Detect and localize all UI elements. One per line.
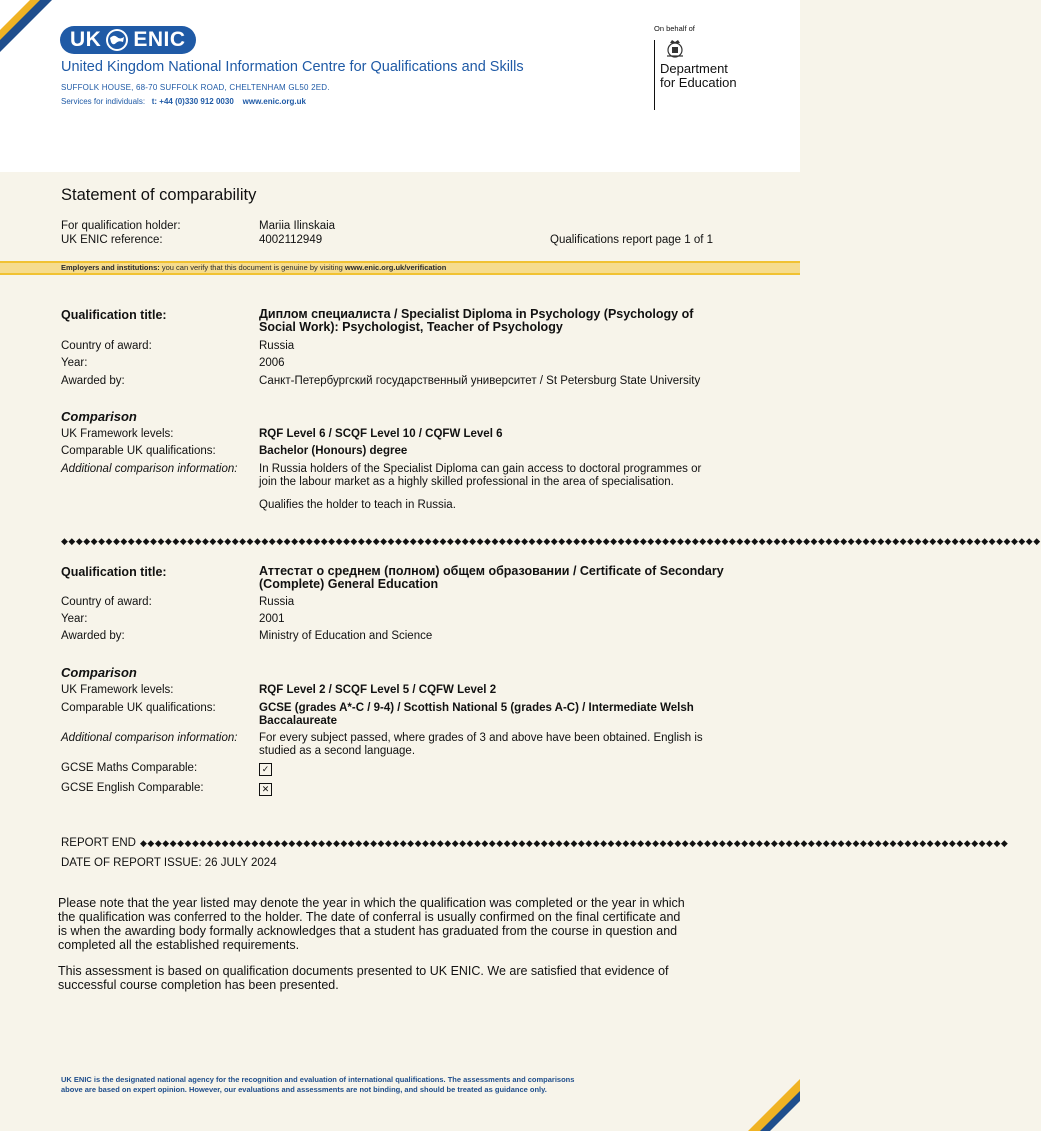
section-divider: ◆◆◆◆◆◆◆◆◆◆◆◆◆◆◆◆◆◆◆◆◆◆◆◆◆◆◆◆◆◆◆◆◆◆◆◆◆◆◆◆◆◆◆◆◆◆◆◆◆◆◆◆◆◆◆◆◆◆◆◆◆◆◆◆◆◆◆◆◆◆◆◆◆◆◆◆◆◆◆◆◆◆◆◆◆◆◆◆◆◆◆◆◆◆◆◆◆◆◆◆◆◆◆◆◆◆◆◆◆◆◆◆◆◆◆◆◆◆◆◆◆◆◆◆◆◆◆◆◆◆◆◆	[61, 536, 1041, 546]
page-title: Statement of comparability	[61, 186, 257, 204]
holder-label: For qualification holder:	[61, 220, 181, 232]
report-end-divider: ◆◆◆◆◆◆◆◆◆◆◆◆◆◆◆◆◆◆◆◆◆◆◆◆◆◆◆◆◆◆◆◆◆◆◆◆◆◆◆◆◆◆◆◆◆◆◆◆◆◆◆◆◆◆◆◆◆◆◆◆◆◆◆◆◆◆◆◆◆◆◆◆◆◆◆◆◆◆◆◆◆◆◆◆◆◆◆◆◆◆◆◆◆◆◆◆◆◆◆◆◆◆◆◆◆◆◆◆◆◆◆◆◆◆◆◆◆	[140, 838, 1009, 848]
note-2-line2: successful course completion has been presented.	[58, 978, 339, 992]
dfe-name-line2: for Education	[660, 75, 737, 90]
q2-title-line1: Аттестат о среднем (полном) общем образовании / Certificate of Secondary	[259, 564, 724, 578]
q2-year: 2001	[259, 613, 285, 625]
org-contact	[61, 97, 306, 106]
q1-country: Russia	[259, 340, 295, 352]
reference-value: 4002112949	[259, 234, 323, 246]
website-link[interactable]: www.enic.org.uk	[242, 97, 306, 106]
q1-title-line1: Диплом специалиста / Specialist Diploma in Psychology (Psychology of	[259, 307, 694, 321]
dfe-name-line1: Department	[660, 61, 728, 76]
note-paragraph-1	[58, 896, 734, 952]
q1-title-line2: Social Work): Psychologist, Teacher of Psychology	[259, 320, 563, 334]
on-behalf-label: On behalf of	[654, 24, 695, 33]
footer-disclaimer	[61, 1075, 741, 1095]
q1-additional-extra: Qualifies the holder to teach in Russia.	[259, 499, 456, 511]
globe-icon	[105, 28, 129, 52]
q2-awarded-label: Awarded by:	[61, 630, 125, 642]
q2-framework: RQF Level 2 / SCQF Level 5 / CQFW Level 2	[259, 684, 497, 696]
logo-text-uk: UK	[70, 28, 102, 51]
q1-additional-line1: In Russia holders of the Specialist Diploma can gain access to doctoral programmes or	[259, 463, 702, 475]
q2-additional-line1: For every subject passed, where grades of 3 and above have been obtained. English is	[259, 732, 703, 744]
org-name: United Kingdom National Information Centre for Qualifications and Skills	[61, 59, 524, 75]
note-2-line1: This assessment is based on qualification documents presented to UK ENIC. We are satisfied that evidence of	[58, 964, 669, 978]
q1-additional	[259, 463, 701, 489]
footer-line1: UK ENIC is the designated national agency for the recognition and evaluation of international qualifications. The assessments and comparisons	[61, 1075, 575, 1084]
holder-value: Mariia Ilinskaia	[259, 220, 336, 232]
report-end-label: REPORT END	[61, 837, 136, 849]
uk-enic-logo	[60, 26, 196, 54]
dfe-name	[660, 62, 770, 90]
footer-line2: above are based on expert opinion. However, our evaluations and assessments are not binding, and should be treated as guidance only.	[61, 1085, 547, 1094]
org-address: SUFFOLK HOUSE, 68-70 SUFFOLK ROAD, CHELTENHAM GL50 2ED.	[61, 83, 330, 92]
q1-comparison-heading: Comparison	[61, 409, 137, 424]
gcse-maths-label: GCSE Maths Comparable:	[61, 762, 198, 774]
q1-awarded-label: Awarded by:	[61, 375, 125, 387]
verification-url[interactable]: www.enic.org.uk/verification	[344, 263, 447, 272]
q2-comparable-line1: GCSE (grades A*-C / 9-4) / Scottish National 5 (grades A-C) / Intermediate Welsh	[259, 702, 694, 714]
note-1-line3: is when the awarding body formally acknowledges that a student has graduated from the course in question and	[58, 924, 678, 938]
royal-crest-icon	[664, 38, 686, 60]
q2-title-line2: (Complete) General Education	[259, 577, 439, 591]
q2-year-label: Year:	[61, 613, 88, 625]
q1-additional-label: Additional comparison information:	[61, 463, 238, 475]
q2-comparison-heading: Comparison	[61, 665, 137, 680]
dfe-divider	[654, 40, 655, 110]
q1-awarded-by: Санкт-Петербургский государственный университет / St Petersburg State University	[259, 375, 701, 387]
phone-number: t: +44 (0)330 912 0030	[151, 97, 234, 106]
report-issue-date: DATE OF REPORT ISSUE: 26 JULY 2024	[61, 857, 277, 869]
gcse-english-checkbox: ✕	[259, 783, 272, 796]
note-1-line4: completed all the established requirements.	[58, 938, 300, 952]
q1-additional-line2: join the labour market as a highly skilled professional in the area of specialisation.	[259, 476, 674, 488]
q2-comparable-line2: Baccalaureate	[259, 715, 337, 727]
q1-title	[259, 308, 693, 334]
q1-year: 2006	[259, 357, 285, 369]
q1-comparable-label: Comparable UK qualifications:	[61, 445, 216, 457]
corner-decoration-top-left-core	[0, 0, 30, 30]
q1-comparable: Bachelor (Honours) degree	[259, 445, 408, 457]
q2-country: Russia	[259, 596, 295, 608]
q2-additional	[259, 732, 703, 758]
q1-title-label: Qualification title:	[61, 308, 167, 322]
q2-awarded-by: Ministry of Education and Science	[259, 630, 433, 642]
note-1-line2: the qualification was conferred to the holder. The date of conferral is usually confirmed on the final certificate and	[58, 910, 681, 924]
services-label: Services for individuals:	[61, 97, 146, 106]
q2-title	[259, 565, 724, 591]
q2-country-label: Country of award:	[61, 596, 152, 608]
note-1-line1: Please note that the year listed may denote the year in which the qualification was completed or the year in which	[58, 896, 685, 910]
q2-comparable-label: Comparable UK qualifications:	[61, 702, 216, 714]
q2-comparable	[259, 702, 694, 728]
logo-text-enic: ENIC	[133, 28, 186, 51]
corner-decoration-bottom-right-core	[770, 1101, 800, 1131]
q2-additional-line2: studied as a second language.	[259, 745, 416, 757]
verification-lead: Employers and institutions:	[61, 263, 160, 272]
page-info: Qualifications report page 1 of 1	[550, 234, 714, 246]
verification-text	[61, 263, 446, 272]
q2-title-label: Qualification title:	[61, 565, 167, 579]
q1-country-label: Country of award:	[61, 340, 152, 352]
gcse-maths-checkbox: ✓	[259, 763, 272, 776]
gcse-english-label: GCSE English Comparable:	[61, 782, 204, 794]
q1-year-label: Year:	[61, 357, 88, 369]
q2-framework-label: UK Framework levels:	[61, 684, 174, 696]
note-paragraph-2	[58, 964, 734, 992]
dfe-logo	[654, 24, 737, 90]
q1-framework: RQF Level 6 / SCQF Level 10 / CQFW Level 6	[259, 428, 503, 440]
verification-body: you can verify that this document is genuine by visiting	[161, 263, 343, 272]
reference-label: UK ENIC reference:	[61, 234, 163, 246]
q1-framework-label: UK Framework levels:	[61, 428, 174, 440]
q2-additional-label: Additional comparison information:	[61, 732, 238, 744]
